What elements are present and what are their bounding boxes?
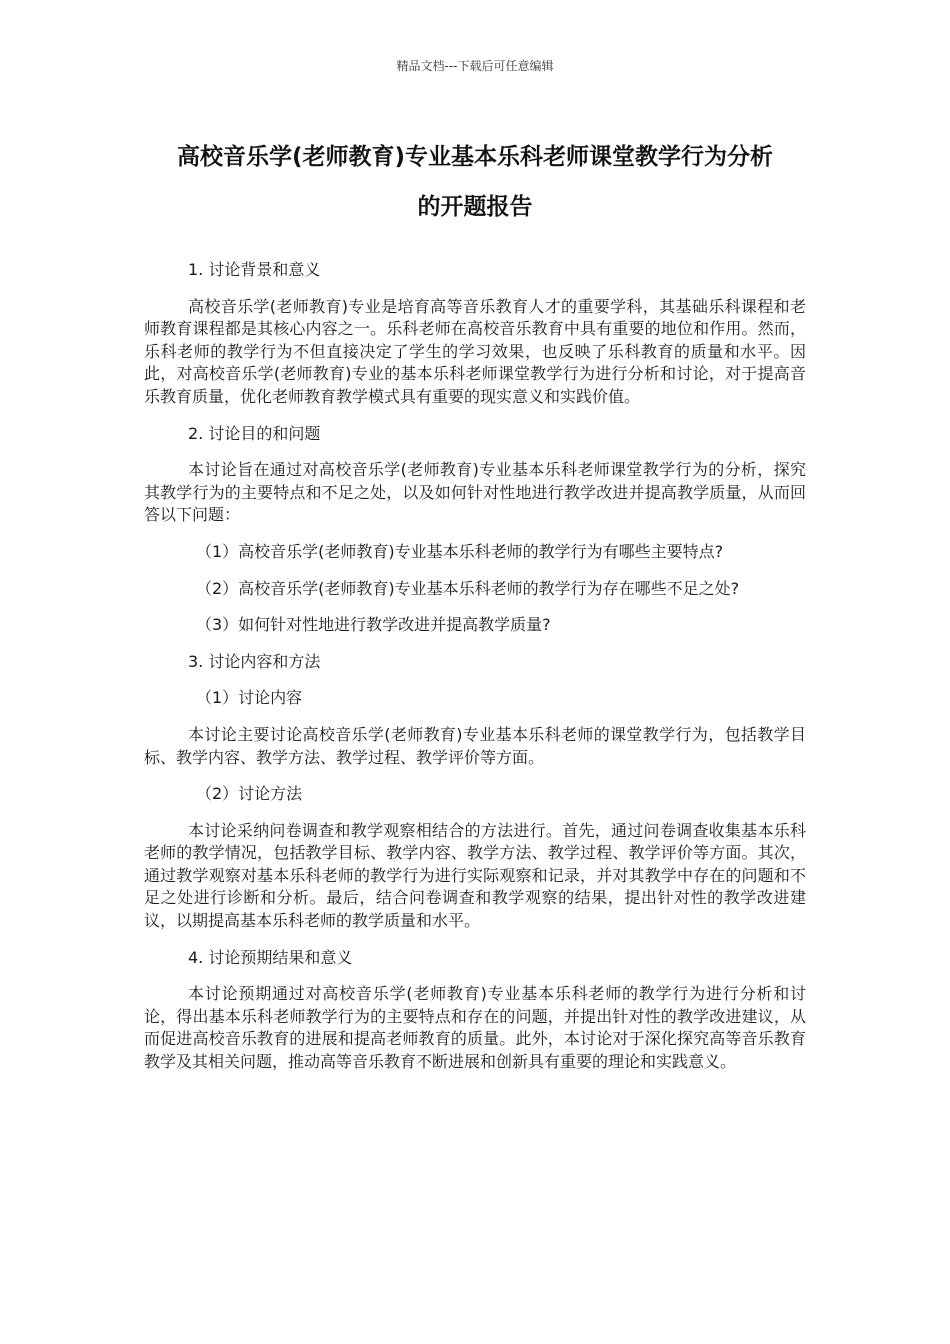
title-line-1: 高校音乐学(老师教育)专业基本乐科老师课堂教学行为分析 [176, 144, 774, 170]
paragraph-background: 高校音乐学(老师教育)专业是培育高等音乐教育人才的重要学科，其基础乐科课程和老师教育课程都是其核心内容之一。乐科老师在高校音乐教育中具有重要的地位和作用。然而，乐科老师的教学行为不但直接决定了学生的学习效果，也反映了乐科教育的质量和水平。因此，对高校音乐学(老师教育)专业的基本乐科老师课堂教学行为进行分析和讨论，对于提高音乐教育质量，优化老师教育教学模式具有重要的现实意义和实践价值。 [144, 296, 806, 406]
section-heading-expected-results: 4. 讨论预期结果和意义 [188, 947, 353, 967]
section-heading-background: 1. 讨论背景和意义 [188, 260, 321, 279]
document-title [140, 132, 810, 232]
section-heading-content-method: 3. 讨论内容和方法 [188, 651, 321, 671]
question-item-3: （3）如何针对性地进行教学改进并提高教学质量? [196, 615, 551, 635]
title-line-2: 的开题报告 [417, 194, 533, 220]
question-item-2: （2）高校音乐学(老师教育)专业基本乐科老师的教学行为存在哪些不足之处? [196, 578, 740, 598]
page-header: 精品文档---下载后可任意编辑 [396, 59, 554, 73]
paragraph-content: 本讨论主要讨论高校音乐学(老师教育)专业基本乐科老师的课堂教学行为，包括教学目标、教学内容、教学方法、教学过程、教学评价等方面。 [144, 724, 806, 767]
paragraph-method: 本讨论采纳问卷调查和教学观察相结合的方法进行。首先，通过问卷调查收集基本乐科老师的教学情况，包括教学目标、教学内容、教学方法、教学过程、教学评价等方面。其次，通过教学观察对基本乐科老师的教学行为进行实际观察和记录，并对其教学中存在的问题和不足之处进行诊断和分析。最后，结合问卷调查和教学观察的结果，提出针对性的教学改进建议，以期提高基本乐科老师的教学质量和水平。 [144, 820, 806, 931]
section-heading-purpose: 2. 讨论目的和问题 [188, 423, 321, 443]
question-item-1: （1）高校音乐学(老师教育)专业基本乐科老师的教学行为有哪些主要特点? [196, 541, 724, 561]
subheading-method: （2）讨论方法 [196, 784, 303, 804]
subheading-content: （1）讨论内容 [196, 688, 303, 708]
document-body [144, 259, 806, 1088]
paragraph-expected-results: 本讨论预期通过对高校音乐学(老师教育)专业基本乐科老师的教学行为进行分析和讨论，得出基本乐科老师教学行为的主要特点和存在的问题，并提出针对性的教学改进建议，从而促进高校音乐教育的进展和提高老师教育的质量。此外，本讨论对于深化探究高等音乐教育教学及其相关问题，推动高等音乐教育不断进展和创新具有重要的理论和实践意义。 [144, 984, 806, 1072]
paragraph-purpose: 本讨论旨在通过对高校音乐学(老师教育)专业基本乐科老师课堂教学行为的分析，探究其教学行为的主要特点和不足之处，以及如何针对性地进行教学改进并提高教学质量，从而回答以下问题： [144, 460, 806, 525]
